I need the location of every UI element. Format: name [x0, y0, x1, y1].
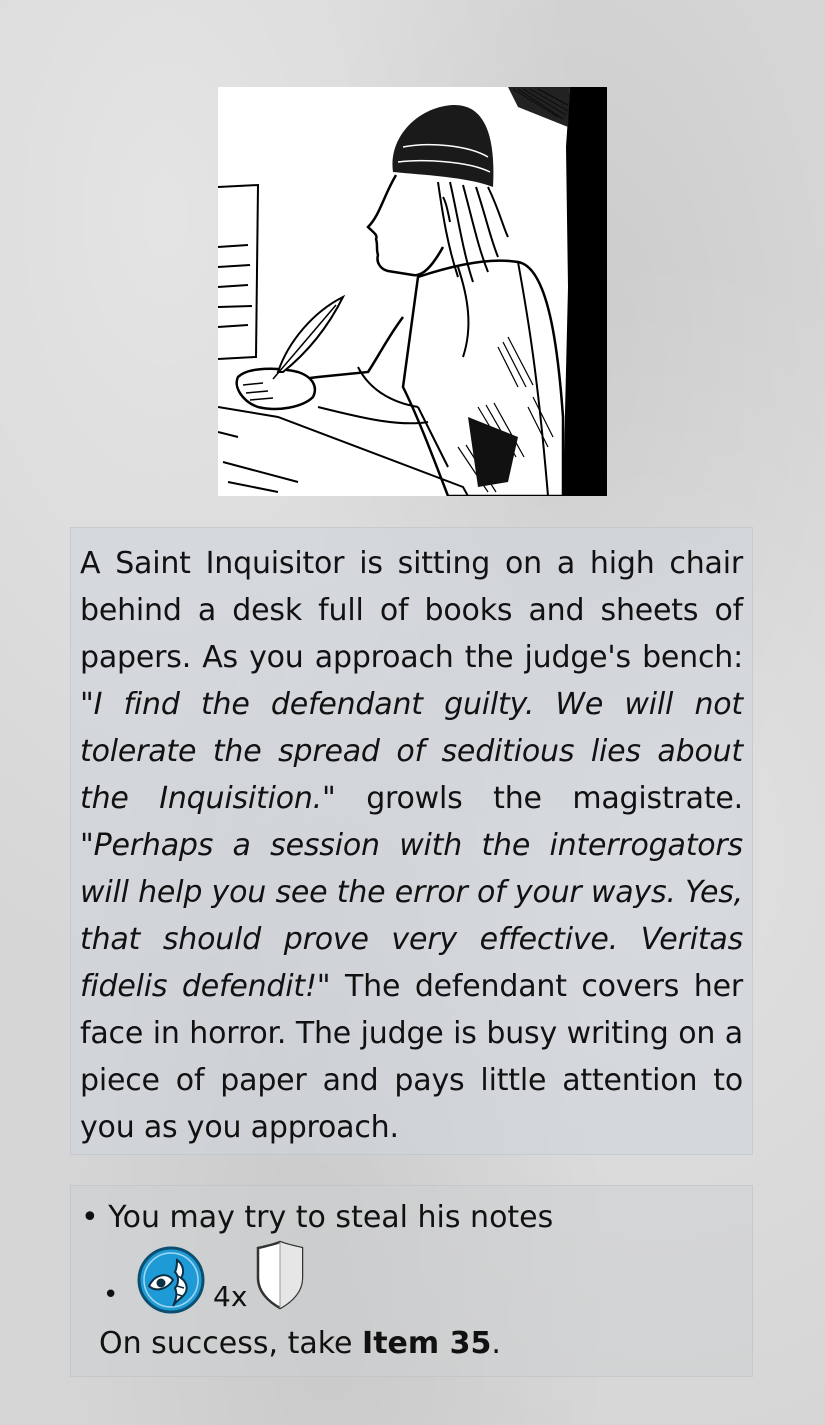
inquisitor-illustration — [218, 87, 607, 496]
story-narration: A Saint Inquisitor is sitting on a high chair behind a desk full of books and sheets of papers. As you approach the judge's bench: — [80, 546, 743, 675]
skill-test — [81, 1240, 742, 1322]
success-reward: Item 35 — [362, 1326, 492, 1361]
shield-die-icon — [255, 1240, 305, 1318]
choices-panel — [70, 1185, 753, 1377]
story-text-panel — [70, 527, 753, 1155]
story-narration: The defendant covers her face in horror. The judge is busy writing on a piece of paper and pays little attention to you as you approach. — [80, 969, 743, 1145]
choice-bullet: • — [81, 1200, 99, 1235]
choice-steal-notes[interactable] — [81, 1196, 742, 1240]
test-dice-count: 4x — [213, 1280, 248, 1313]
success-outcome — [81, 1322, 742, 1366]
story-judge-quote: "I find the defendant guilty. We will not tolerate the spread of seditious lies about the Inquisition." — [80, 687, 743, 816]
choice-text: You may try to steal his notes — [108, 1200, 554, 1235]
story-narration: growls the magistrate. — [366, 781, 743, 816]
inquisitor-drawing — [218, 87, 607, 496]
success-prefix: On success, take — [99, 1326, 353, 1361]
success-suffix: . — [491, 1326, 501, 1361]
test-bullet: • — [103, 1280, 119, 1310]
stealth-skill-icon — [137, 1246, 205, 1322]
story-judge-quote: "Perhaps a session with the interrogators will help you see the error of your ways. Yes, that should prove very effective. Veritas fidelis defendit!" — [80, 828, 743, 1004]
